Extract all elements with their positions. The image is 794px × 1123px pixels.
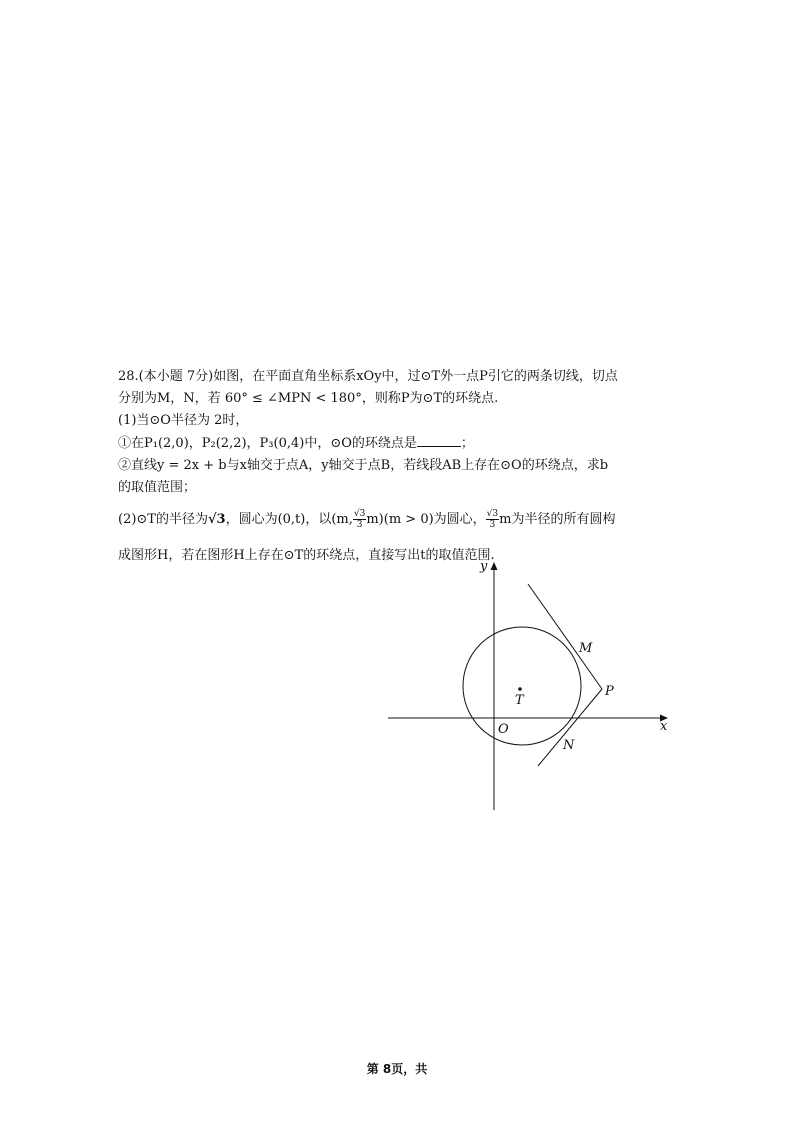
- part-2-text-c: m)(m > 0)为圆心，: [366, 512, 486, 527]
- problem-line-6: 的取值范围；: [118, 480, 197, 495]
- label-x: x: [660, 719, 668, 734]
- part-2-text-b: ，圆心为(0,t)，以(m,: [225, 512, 353, 527]
- problem-line-7: [118, 505, 688, 535]
- tangent-line-pm: [528, 584, 602, 689]
- sqrt-three: √3: [207, 512, 226, 527]
- answer-blank[interactable]: [417, 432, 461, 447]
- geometry-figure: [388, 556, 688, 820]
- label-p: P: [605, 684, 614, 699]
- part-1-1-text: ①在P₁(2,0)，P₂(2,2)，P₃(0,4)中，⊙O的环绕点是: [118, 436, 417, 451]
- fraction-sqrt3-over-3: [353, 509, 366, 530]
- problem-line-2: 分别为M，N，若 60° ≤ ∠MPN < 180°，则称P为⊙T的环绕点.: [118, 391, 499, 406]
- problem-line-5: ②直线y = 2x + b与x轴交于点A，y轴交于点B，若线段AB上存在⊙O的环绕点，求b: [118, 458, 609, 473]
- label-o: O: [498, 722, 509, 737]
- tangent-line-pn: [538, 689, 602, 766]
- label-m: M: [579, 641, 593, 656]
- problem-line-4: [118, 432, 688, 455]
- part-2-text-a: (2)⊙T的半径为: [118, 512, 208, 527]
- problem-line-8: 成图形H，若在图形H上存在⊙T的环绕点，直接写出t的取值范围.: [118, 548, 495, 563]
- problem-line-3: (1)当⊙O半径为 2时，: [118, 413, 249, 428]
- problem-line-1: 28.(本小题 7分)如图，在平面直角坐标系xOy中，过⊙T外一点P引它的两条切线，切点: [118, 369, 618, 384]
- part-2-text-d: m为半径的所有圆构: [499, 512, 616, 527]
- circle-t: [463, 627, 581, 745]
- label-n: N: [563, 738, 575, 753]
- figure-svg: [388, 556, 688, 816]
- label-t: T: [515, 693, 524, 708]
- fraction-denominator: 3: [356, 520, 363, 530]
- label-y: y: [480, 559, 488, 574]
- fraction-sqrt3-over-3-b: [486, 509, 499, 530]
- page-footer: 第 8页，共: [366, 1062, 428, 1076]
- fraction-numerator: √3: [353, 509, 366, 519]
- part-1-1-end: ；: [460, 436, 474, 451]
- problem-28: [118, 366, 688, 571]
- y-axis-arrow-icon: [491, 562, 498, 570]
- fraction-numerator-b: √3: [486, 509, 499, 519]
- fraction-denominator-b: 3: [489, 520, 496, 530]
- center-t-dot: [518, 687, 522, 691]
